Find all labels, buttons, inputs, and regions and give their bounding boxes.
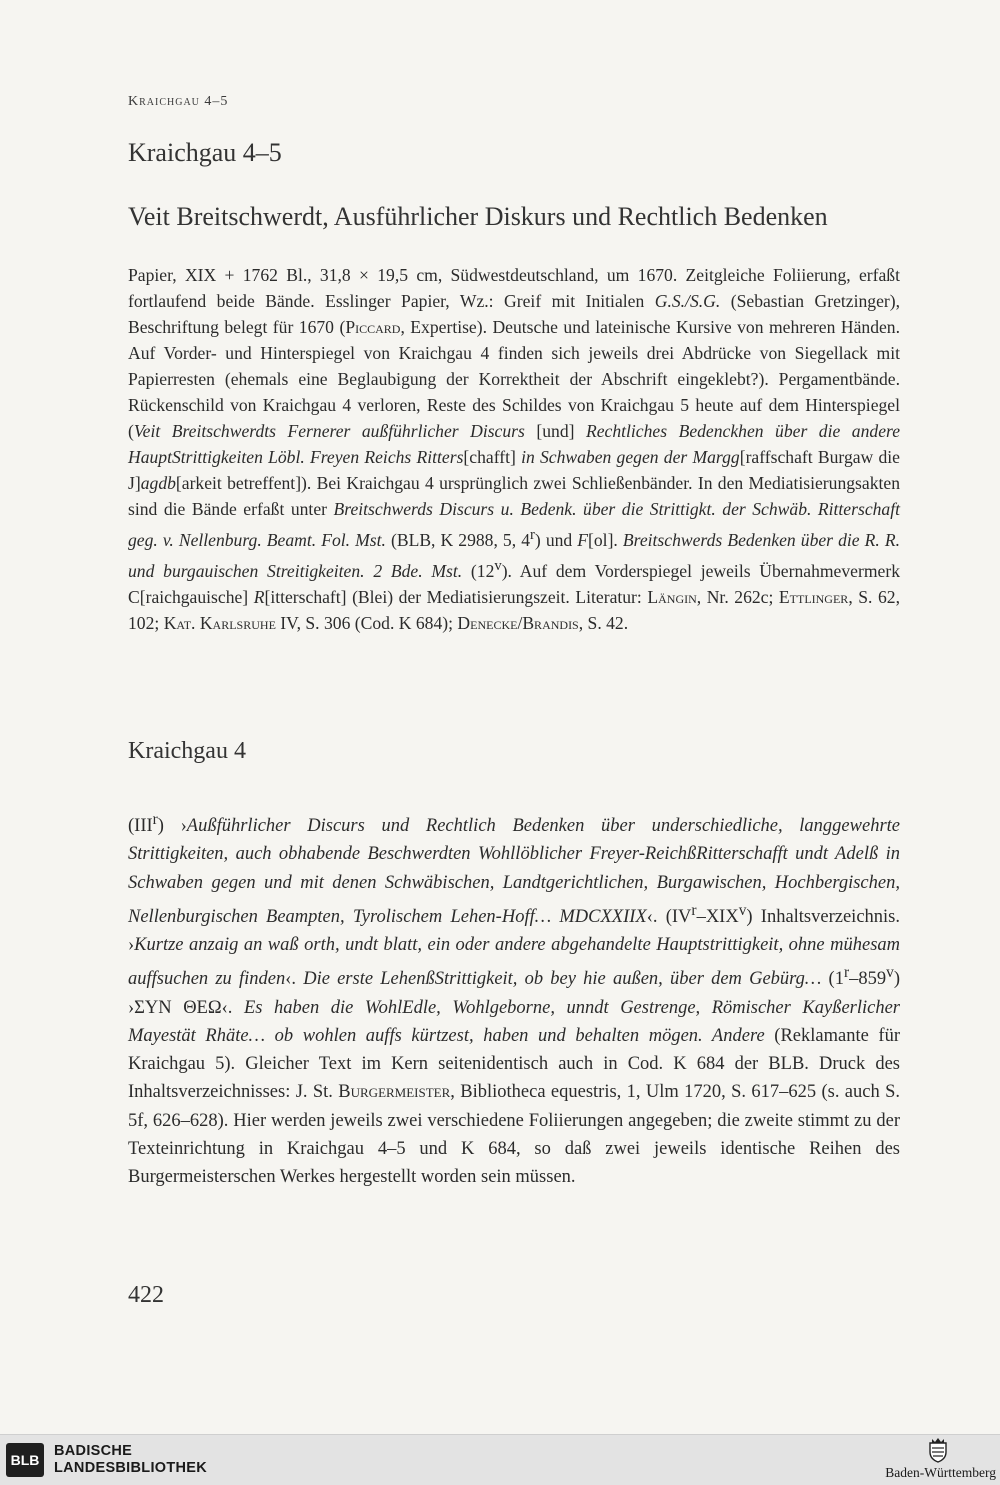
coat-of-arms-icon [927, 1437, 949, 1463]
library-name-line2: LANDESBIBLIOTHEK [54, 1460, 208, 1476]
subsection-title: Kraichgau 4 [128, 738, 246, 764]
page-number: 422 [128, 1282, 164, 1308]
running-head: Kraichgau 4–5 [128, 94, 229, 109]
blb-logo[interactable]: BLB [6, 1443, 44, 1477]
state-label: Baden-Württemberg [885, 1465, 996, 1480]
library-name-line1: BADISCHE [54, 1443, 133, 1459]
footer-bar [0, 1434, 1000, 1485]
library-name [54, 1443, 207, 1477]
work-title: Veit Breitschwerdt, Ausführlicher Diskurs und Rechtlich Bedenken [128, 202, 828, 231]
description-paragraph: Papier, XIX + 1762 Bl., 31,8 × 19,5 cm, Südwestdeutschland, um 1670. Zeitgleiche Foliierung, erfaßt fortlaufend beide Bände. Esslinger Papier, Wz.: Greif mit Initialen G.S./S.G. (Sebastian Gretzinger), Beschriftung belegt für 1670 (Piccard, Expertise). Deutsche und lateinische Kursive von mehreren Händen. Auf Vorder- und Hinterspiegel von Kraichgau 4 finden sich jeweils drei Abdrücke von Siegellack mit Papierresten (ehemals eine Beglaubigung der Korrektheit der Abschrift eingeklebt?). Pergamentbände. Rückenschild von Kraichgau 4 verloren, Reste des Schildes von Kraichgau 5 heute auf dem Hinterspiegel (Veit Breitschwerdts Fernerer außführlicher Discurs [und] Rechtliches Bedenckhen über die andere HauptStrittigkeiten Löbl. Freyen Reichs Ritters[chafft] in Schwaben gegen der Margg[raffschaft Burgaw die J]agdb[arkeit betreffent]). Bei Kraichgau 4 ursprünglich zwei Schließenbänder. In den Mediatisierungsakten sind die Bände erfaßt unter Breitschwerds Discurs u. Bedenk. über die Strittigkt. der Schwäb. Ritterschaft geg. v. Nellenburg. Beamt. Fol. Mst. (BLB, K 2988, 5, 4$^r$) und F[ol]. Breitschwerds Bedenken über die R. R. und burgauischen Streitigkeiten. 2 Bde. Mst. (12$^v$). Auf dem Vorderspiegel jeweils Übernahmevermerk C[raichgauische] R[itterschaft] (Blei) der Mediatisierungszeit. Literatur: Längin, Nr. 262c; Ettlinger, S. 62, 102; Kat. Karlsruhe IV, S. 306 (Cod. K 684); Denecke/Brandis, S. 42. [128, 265, 901, 633]
section-title: Kraichgau 4–5 [128, 138, 282, 167]
content-paragraph: (III$^r$) ›Außführlicher Discurs und Rechtlich Bedenken über underschiedliche, langgewehrte Strittigkeiten, auch obhabende Beschwerdten Wohllöblicher Freyer-ReichßRitterschafft undt Adelß in Schwaben gegen und mit denen Schwäbischen, Landtgerichtlichen, Burgawischen, Hochbergischen, Nellenburgischen Beampten, Tyrolischem Lehen-Hoff… MDCXXIIX‹. $(IV^r-XIX^v)$ Inhaltsverzeichnis. ›Kurtze anzaig an waß orth, undt blatt, ein oder andere abgehandelte Hauptstrittigkeit, ohne mühesam auffsuchen zu finden‹. Die erste LehenßStrittigkeit, ob bey hie außen, über dem Gebürg… (1$^r$–859$^v$) ›ΣΥΝ ΘΕΩ‹. Es haben die WohlEdle, Wohlgeborne, unndt Gestrenge, Römischer Kayßerlicher Mayestät Rhäte… ob wohlen auffs kürtzest, haben und behalten mögen. Andere (Reklamante für Kraichgau 5). Gleicher Text im Kern seitenidentisch auch in Cod. K 684 der BLB. Druck des Inhaltsverzeichnisses: J. St. Burgermeister, Bibliotheca equestris, 1, Ulm 1720, S. 617–625 (s. auch S. 5f, 626–628). Hier werden jeweils zwei verschiedene Foliierungen angegeben; die zweite stimmt zu der Texteinrichtung in Kraichgau 4–5 und K 684, so daß zwei jeweils identische Reihen des Burgermeisterschen Werkes hergestellt worden sein müssen. [128, 811, 901, 1187]
